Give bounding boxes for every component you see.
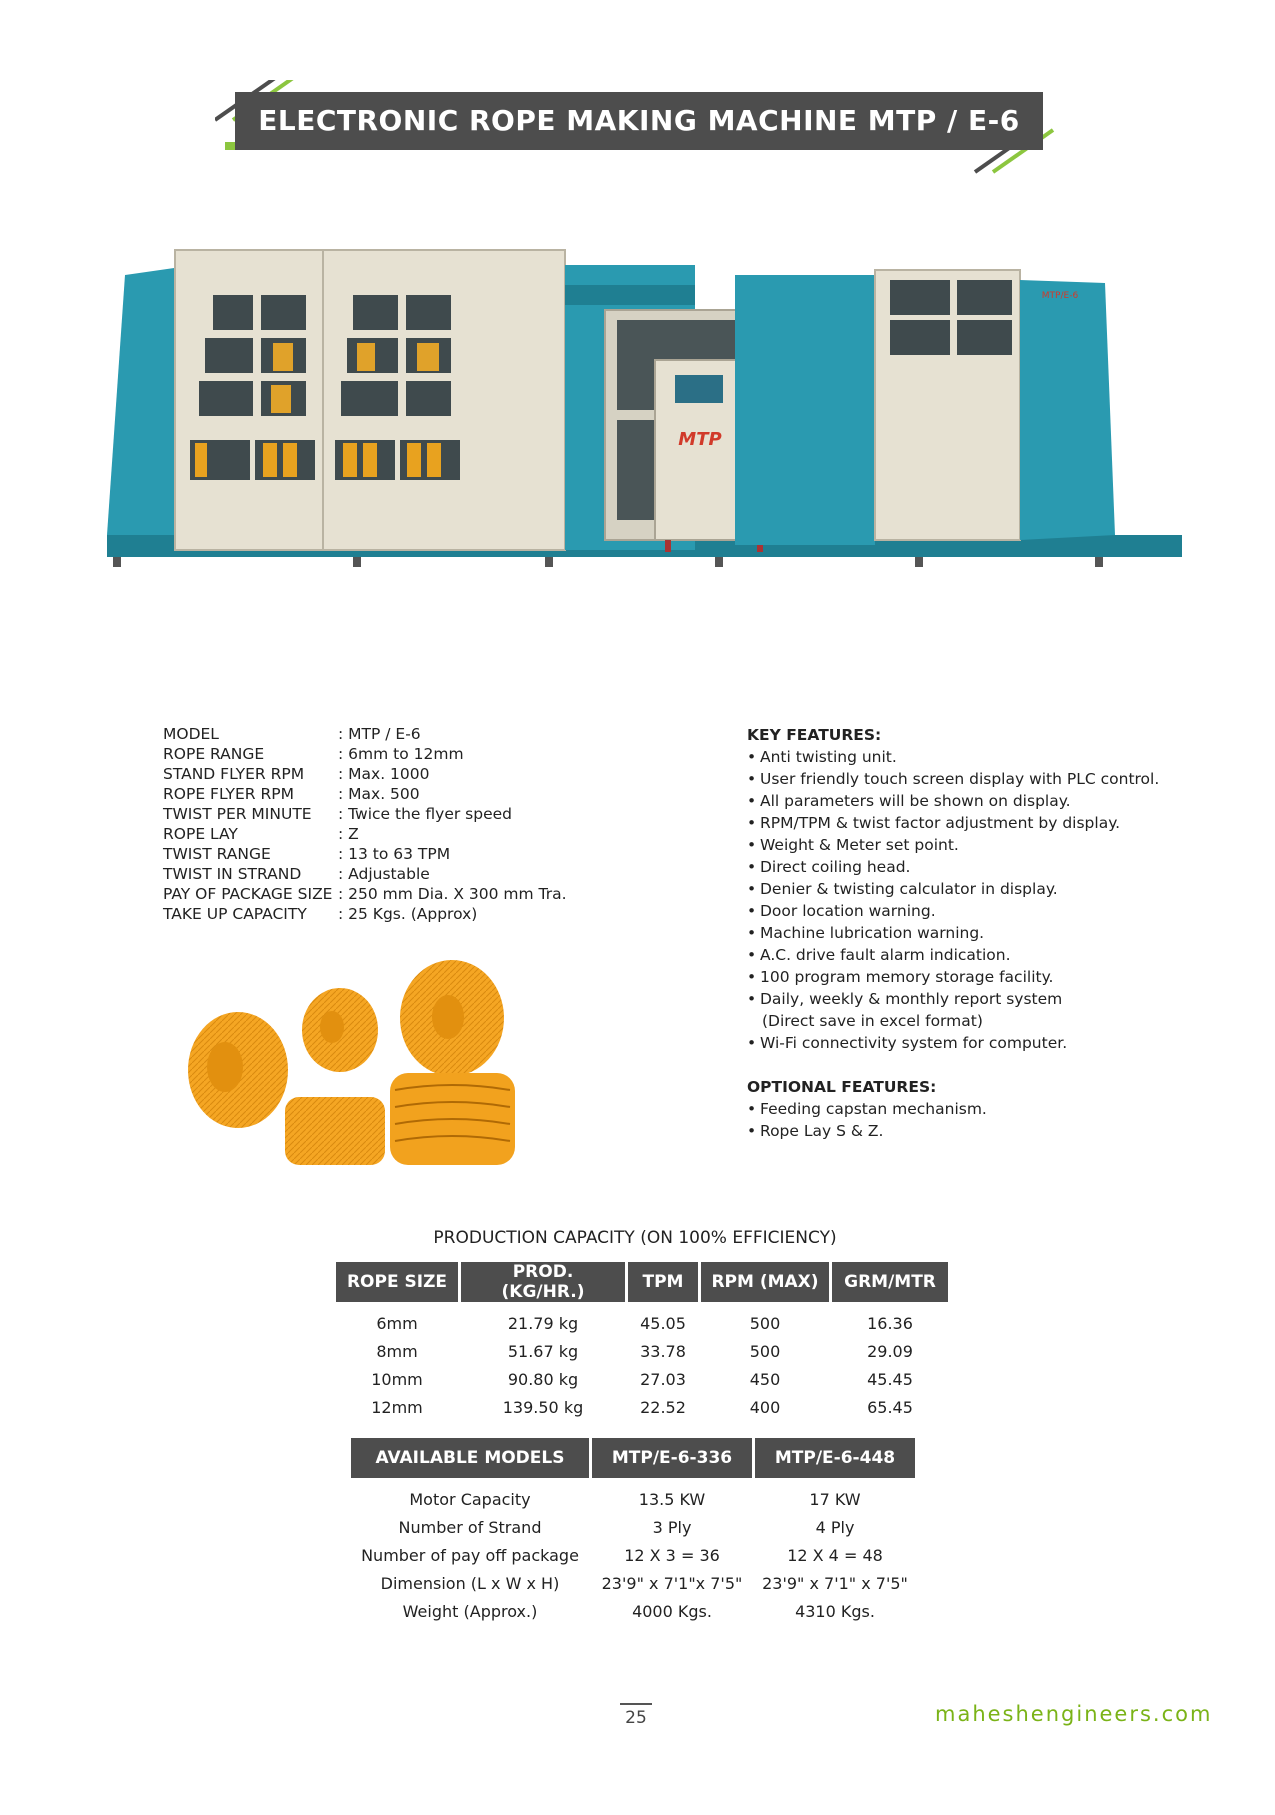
feature-item: • User friendly touch screen display with PLC control. xyxy=(747,768,1187,790)
table-cell: 500 xyxy=(749,1313,781,1333)
spec-label: PAY OF PACKAGE SIZE xyxy=(163,885,333,903)
table-cell: Number of pay off package xyxy=(361,1545,579,1565)
table-row xyxy=(336,1337,948,1365)
table-cell: 10mm xyxy=(371,1369,423,1389)
specifications-list xyxy=(163,724,567,924)
table-cell: 21.79 kg xyxy=(507,1313,579,1333)
table-row xyxy=(336,1393,948,1421)
spec-value: : 250 mm Dia. X 300 mm Tra. xyxy=(338,885,567,903)
feature-note: (Direct save in excel format) xyxy=(762,1012,983,1030)
table-row xyxy=(351,1513,915,1541)
feature-item: • Wi-Fi connectivity system for computer. xyxy=(747,1032,1187,1054)
table-row xyxy=(351,1478,915,1513)
spec-label: ROPE RANGE xyxy=(163,745,265,763)
column-header: MTP/E-6-336 xyxy=(592,1438,752,1478)
column-header: RPM (MAX) xyxy=(701,1262,829,1302)
spec-label: STAND FLYER RPM xyxy=(163,765,305,783)
feature-item: • Door location warning. xyxy=(747,900,1187,922)
optional-feature-item: • Feeding capstan mechanism. xyxy=(747,1098,1187,1120)
models-table xyxy=(348,1438,918,1625)
table-row xyxy=(351,1569,915,1597)
table-cell: 450 xyxy=(749,1369,781,1389)
feature-item: • RPM/TPM & twist factor adjustment by display. xyxy=(747,812,1187,834)
spec-value: : Max. 500 xyxy=(338,785,420,803)
table-cell: 4000 Kgs. xyxy=(632,1601,712,1621)
table-header-row xyxy=(351,1438,915,1478)
table-cell: 45.45 xyxy=(867,1369,913,1389)
machine-logo: MTP xyxy=(678,429,722,450)
feature-item: • 100 program memory storage facility. xyxy=(747,966,1187,988)
spec-label: TWIST RANGE xyxy=(163,845,271,863)
column-header: PROD. (KG/HR.) xyxy=(461,1262,625,1302)
table-cell: 13.5 KW xyxy=(638,1489,706,1509)
page-title: ELECTRONIC ROPE MAKING MACHINE MTP / E-6 xyxy=(258,104,1020,137)
column-header: TPM xyxy=(628,1262,698,1302)
table-cell: Weight (Approx.) xyxy=(402,1601,538,1621)
table-cell: Motor Capacity xyxy=(409,1489,531,1509)
key-features-list xyxy=(747,746,1187,1010)
column-header: GRM/MTR xyxy=(832,1262,948,1302)
table-cell: 27.03 xyxy=(640,1369,686,1389)
table-cell: 23'9" x 7'1" x 7'5" xyxy=(762,1573,908,1593)
table-cell: 17 KW xyxy=(809,1489,861,1509)
table-cell: 8mm xyxy=(376,1341,418,1361)
spec-label: TWIST PER MINUTE xyxy=(163,805,312,823)
table-cell: 3 Ply xyxy=(652,1517,692,1537)
table-cell: 500 xyxy=(749,1341,781,1361)
key-features-list-continued xyxy=(747,1032,1187,1054)
production-table xyxy=(333,1262,951,1421)
key-features-heading: KEY FEATURES: xyxy=(747,726,882,744)
feature-item: • Machine lubrication warning. xyxy=(747,922,1187,944)
column-header: AVAILABLE MODELS xyxy=(351,1438,589,1478)
table-cell: 65.45 xyxy=(867,1397,913,1417)
feature-item: • Anti twisting unit. xyxy=(747,746,1187,768)
table-row xyxy=(336,1302,948,1337)
spec-label: ROPE FLYER RPM xyxy=(163,785,294,803)
spec-label: TAKE UP CAPACITY xyxy=(163,905,307,923)
spec-row xyxy=(163,864,567,884)
spec-row xyxy=(163,804,567,824)
spec-value: : Max. 1000 xyxy=(338,765,430,783)
column-header: MTP/E-6-448 xyxy=(755,1438,915,1478)
table-cell: 29.09 xyxy=(867,1341,913,1361)
spec-value: : 25 Kgs. (Approx) xyxy=(338,905,478,923)
feature-item: • Daily, weekly & monthly report system xyxy=(747,988,1187,1010)
optional-feature-item: • Rope Lay S & Z. xyxy=(747,1120,1187,1142)
rope-rolls-image xyxy=(180,955,530,1180)
spec-row xyxy=(163,904,567,924)
table-row xyxy=(336,1365,948,1393)
title-banner xyxy=(215,80,1060,160)
spec-value: : Z xyxy=(338,825,359,843)
table-cell: Dimension (L x W x H) xyxy=(380,1573,560,1593)
table-cell: 139.50 kg xyxy=(502,1397,584,1417)
spec-row xyxy=(163,744,567,764)
table-cell: 12 X 3 = 36 xyxy=(624,1545,720,1565)
feature-item: • Denier & twisting calculator in display. xyxy=(747,878,1187,900)
spec-row xyxy=(163,844,567,864)
machine-model-tag: MTP/E-6 xyxy=(1041,291,1079,301)
table-row xyxy=(351,1541,915,1569)
feature-item: • A.C. drive fault alarm indication. xyxy=(747,944,1187,966)
table-cell: 16.36 xyxy=(867,1313,913,1333)
machine-illustration xyxy=(95,235,1190,620)
spec-label: TWIST IN STRAND xyxy=(163,865,302,883)
page-number: 25 xyxy=(625,1708,647,1728)
spec-value: : 6mm to 12mm xyxy=(338,745,464,763)
table-cell: 4 Ply xyxy=(815,1517,855,1537)
production-caption: PRODUCTION CAPACITY (ON 100% EFFICIENCY) xyxy=(433,1228,837,1248)
spec-value: : 13 to 63 TPM xyxy=(338,845,451,863)
table-cell: Number of Strand xyxy=(398,1517,542,1537)
feature-item: • Direct coiling head. xyxy=(747,856,1187,878)
table-header-row xyxy=(336,1262,948,1302)
table-cell: 12 X 4 = 48 xyxy=(787,1545,883,1565)
spec-label: MODEL xyxy=(163,725,219,743)
table-row xyxy=(351,1597,915,1625)
table-cell: 90.80 kg xyxy=(507,1369,579,1389)
spec-row xyxy=(163,884,567,904)
table-cell: 12mm xyxy=(371,1397,423,1417)
table-cell: 22.52 xyxy=(640,1397,686,1417)
column-header: ROPE SIZE xyxy=(336,1262,458,1302)
spec-row xyxy=(163,784,567,804)
spec-row xyxy=(163,824,567,844)
table-cell: 51.67 kg xyxy=(507,1341,579,1361)
spec-label: ROPE LAY xyxy=(163,825,238,843)
spec-row xyxy=(163,764,567,784)
table-cell: 4310 Kgs. xyxy=(795,1601,875,1621)
table-cell: 33.78 xyxy=(640,1341,686,1361)
table-cell: 45.05 xyxy=(640,1313,686,1333)
website-url[interactable]: maheshengineers.com xyxy=(935,1702,1213,1726)
optional-features-list xyxy=(747,1098,1187,1142)
table-cell: 23'9" x 7'1"x 7'5" xyxy=(601,1573,743,1593)
spec-value: : Twice the flyer speed xyxy=(338,805,512,823)
features-panel xyxy=(747,724,1187,1142)
table-cell: 6mm xyxy=(376,1313,418,1333)
feature-item: • All parameters will be shown on display. xyxy=(747,790,1187,812)
table-cell: 400 xyxy=(749,1397,781,1417)
spec-value: : Adjustable xyxy=(338,865,430,883)
feature-item: • Weight & Meter set point. xyxy=(747,834,1187,856)
page-number-rule xyxy=(620,1703,652,1705)
spec-value: : MTP / E-6 xyxy=(338,725,421,743)
spec-row xyxy=(163,724,567,744)
optional-features-heading: OPTIONAL FEATURES: xyxy=(747,1078,937,1096)
